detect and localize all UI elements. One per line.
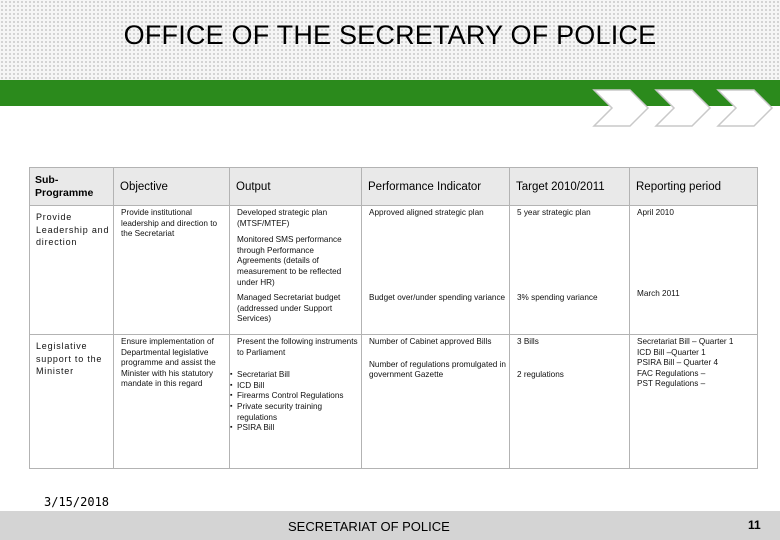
table-cell xyxy=(362,335,510,469)
output-text: Monitored SMS performance through Performance Agreements (details of measurement to be reflected under HR) xyxy=(237,235,342,287)
column-header: Performance Indicator xyxy=(362,168,510,206)
chevron-decoration xyxy=(590,86,780,130)
table-row xyxy=(30,335,758,469)
column-header: Target 2010/2011 xyxy=(510,168,630,206)
slide-title: OFFICE OF THE SECRETARY OF POLICE xyxy=(123,20,657,50)
output-bullet-list xyxy=(230,370,361,434)
period-text: PSIRA Bill – Quarter 4 xyxy=(637,358,718,368)
period-text: April 2010 xyxy=(637,208,674,217)
objective-text: Ensure implementation of Departmental legislative programme and assist the Minister with his statutory mandate in this regard xyxy=(121,337,216,389)
period-text: FAC Regulations – xyxy=(637,368,706,378)
table-header-row xyxy=(30,168,758,206)
objective-text: Provide institutional leadership and direction to the Secretariat xyxy=(121,208,218,239)
programme-table xyxy=(29,167,758,469)
list-item: ▪ Secretariat Bill xyxy=(230,370,361,381)
slide-date: 3/15/2018 xyxy=(44,495,110,509)
list-item: ▪ ICD Bill xyxy=(230,381,361,392)
period-text: PST Regulations – xyxy=(637,379,706,389)
target-text: 3% spending variance xyxy=(517,292,598,302)
list-item: ▪ PSIRA Bill xyxy=(230,423,361,434)
period-text: Secretariat Bill – Quarter 1 xyxy=(637,337,734,346)
target-text: 2 regulations xyxy=(517,369,564,379)
table-cell xyxy=(30,335,114,469)
table-cell xyxy=(30,206,114,335)
table-cell xyxy=(114,206,230,335)
output-text: Developed strategic plan (MTSF/MTEF) xyxy=(237,208,328,228)
table-cell xyxy=(510,206,630,335)
output-text: Present the following instruments to Parliament xyxy=(237,337,358,357)
chevron-right-icon xyxy=(714,86,776,130)
slide-footer xyxy=(0,511,780,540)
column-header: Objective xyxy=(114,168,230,206)
slide-header xyxy=(0,0,780,80)
indicator-text: Number of Cabinet approved Bills xyxy=(369,337,492,346)
chevron-right-icon xyxy=(590,86,652,130)
list-item: ▪ Firearms Control Regulations xyxy=(230,391,361,402)
sub-programme-label: Legislative support to the Minister xyxy=(36,341,103,376)
target-text: 5 year strategic plan xyxy=(517,208,591,217)
table-cell xyxy=(114,335,230,469)
indicator-text: Number of regulations promulgated in government Gazette xyxy=(369,359,506,380)
indicator-text: Approved aligned strategic plan xyxy=(369,208,484,217)
table-cell xyxy=(230,335,362,469)
chevron-right-icon xyxy=(652,86,714,130)
period-text: March 2011 xyxy=(637,288,680,298)
column-header: Reporting period xyxy=(630,168,758,206)
table-cell xyxy=(630,206,758,335)
table-cell xyxy=(230,206,362,335)
column-header: Sub-Programme xyxy=(30,168,114,206)
output-text: Managed Secretariat budget (addressed under Support Services) xyxy=(237,293,341,324)
sub-programme-label: Provide Leadership and direction xyxy=(36,212,110,247)
table-cell xyxy=(510,335,630,469)
footer-title: SECRETARIAT OF POLICE xyxy=(288,519,450,534)
period-text: ICD Bill –Quarter 1 xyxy=(637,347,706,357)
indicator-text: Budget over/under spending variance xyxy=(369,292,506,302)
table-cell xyxy=(630,335,758,469)
table-cell xyxy=(362,206,510,335)
table-row xyxy=(30,206,758,335)
page-number: 11 xyxy=(748,518,761,532)
target-text: 3 Bills xyxy=(517,337,539,346)
column-header: Output xyxy=(230,168,362,206)
list-item: ▪ Private security training regulations xyxy=(230,402,361,423)
